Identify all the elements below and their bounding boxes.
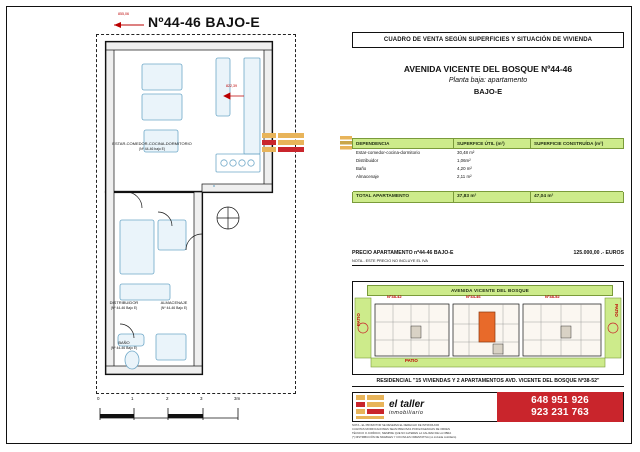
table-row — [353, 149, 624, 157]
cell-construida — [531, 157, 624, 165]
divider — [352, 386, 624, 387]
cell-total-construida: 47,04 m² — [531, 191, 624, 202]
table-row — [353, 157, 624, 165]
page-title: Nº44-46 BAJO-E — [148, 14, 261, 30]
room-label: DISTRIBUIDOR (Nº 44-46 Bajo E) — [109, 300, 139, 310]
scale-tick-label: 0 — [97, 396, 100, 401]
scale-tick-label: 2 — [166, 396, 169, 401]
address-floor: Planta baja: apartamento — [448, 77, 528, 84]
cell-room: Almacenaje — [353, 172, 454, 180]
footnote-line: TÉCNICO O JURÍDICO, SIEMPRE QUE NO ALTEREN LA CALIDAD DE LA OBRA — [352, 432, 452, 436]
scale-tick-label: 3 — [200, 396, 203, 401]
table-total-row — [353, 191, 624, 202]
agency-phones[interactable] — [497, 392, 623, 422]
price-label: PRECIO APARTAMENTO nº44-46 BAJO-E — [352, 250, 454, 256]
site-street-label: AVENIDA VICENTE DEL BOSQUE — [367, 285, 613, 296]
site-block-label: Nº48-52 — [545, 294, 560, 299]
price-row — [352, 250, 624, 256]
cell-util: 4,20 m² — [454, 165, 531, 173]
brand-swatch-icon — [262, 132, 306, 154]
th-superficie-construida: SUPERFICIE CONSTRUÍDA (m²) — [531, 139, 624, 149]
brand-swatch-small-icon — [340, 136, 352, 150]
cell-util: 30,48 m² — [454, 149, 531, 157]
th-superficie-util: SUPERFICE ÚTIL (m²) — [454, 139, 531, 149]
divider — [352, 265, 624, 266]
cell-construida — [531, 172, 624, 180]
room-label: ESTAR-COMEDOR-COCINA-DORMITORIO (Nº 44-46 bajo E) — [112, 141, 192, 151]
cell-util: 1,06m² — [454, 157, 531, 165]
table-row — [353, 165, 624, 173]
site-block-label: Nº38-42 — [387, 294, 402, 299]
phone-primary[interactable]: 648 951 926 — [531, 395, 589, 406]
cell-total-label: TOTAL APARTAMENTO — [353, 191, 454, 202]
scale-unit-label: 3m — [234, 396, 241, 401]
agency-name — [387, 399, 497, 416]
footnote-line: (*) DISTRIBUCIÓN DE MUEBLES Y COCINA ES ORIENTATIVA (no incluida mobiliario) — [352, 436, 457, 440]
agency-logo-icon — [353, 392, 387, 422]
info-panel — [352, 32, 624, 96]
table-header-row — [353, 139, 624, 149]
footnote-line: CUANTAS MODIFICACIONES SEAN PRECISAS POR EXIGENCIAS DE ORDEN — [352, 428, 450, 432]
cell-construida — [531, 165, 624, 173]
room-label: ALMACENAJE (Nº 44-46 Bajo E) — [160, 300, 188, 310]
residential-caption: RESIDENCIAL "15 VIVIENDAS Y 2 APARTAMENTOS AVD. VICENTE DEL BOSQUE Nº38-52" — [376, 378, 600, 384]
site-patio-right: PATIO — [614, 304, 619, 317]
cell-construida — [531, 149, 624, 157]
price-note: NOTA.- ESTE PRECIO NO INCLUYE EL IVA — [352, 259, 428, 263]
table-spacer-row — [353, 180, 624, 191]
agency-name-line1: el taller — [389, 398, 425, 410]
surface-table — [352, 138, 624, 203]
cell-util: 2,11 m² — [454, 172, 531, 180]
site-patio-left: PATIO — [356, 313, 361, 326]
panel-header: CUADRO DE VENTA SEGÚN SUPERFICIES Y SITUACIÓN DE VIVIENDA — [352, 32, 624, 48]
dimension-label: 822,39 — [226, 84, 237, 88]
dimension-label: 855,06 — [118, 12, 129, 16]
site-plan — [352, 281, 624, 375]
address-unit: BAJO-E — [473, 87, 503, 96]
legal-footnote — [352, 424, 624, 440]
agency-name-line2: inmobiliario — [389, 409, 424, 416]
phone-secondary[interactable]: 923 231 763 — [531, 407, 589, 418]
scale-bar — [98, 404, 248, 426]
room-label: BAÑO (Nº 44-46 Bajo E) — [110, 340, 138, 350]
site-block-label: Nº44-46 — [466, 294, 481, 299]
north-arrow-icon — [112, 14, 146, 30]
cell-total-util: 37,83 m² — [454, 191, 531, 202]
scale-tick-label: 1 — [131, 396, 134, 401]
address-street: AVENIDA VICENTE DEL BOSQUE Nº44-46 — [403, 64, 573, 74]
agency-logo-bar — [352, 392, 624, 422]
table-row — [353, 172, 624, 180]
price-block — [352, 250, 624, 266]
address-block — [352, 64, 624, 96]
cell-room: Distribuidor — [353, 157, 454, 165]
cell-room: Baño — [353, 165, 454, 173]
footnote-line: NOTA.- EL PROMOTOR SE RESERVA EL DERECHO DE INTRODUCIR — [352, 424, 440, 427]
th-dependencia: DEPENDENCIA — [353, 139, 454, 149]
cell-room: Estar-comedor-cocina-dormitorio — [353, 149, 454, 157]
price-amount: 125.000,00 .- EUROS — [573, 250, 624, 256]
site-patio-bottom: PATIO — [405, 358, 418, 363]
